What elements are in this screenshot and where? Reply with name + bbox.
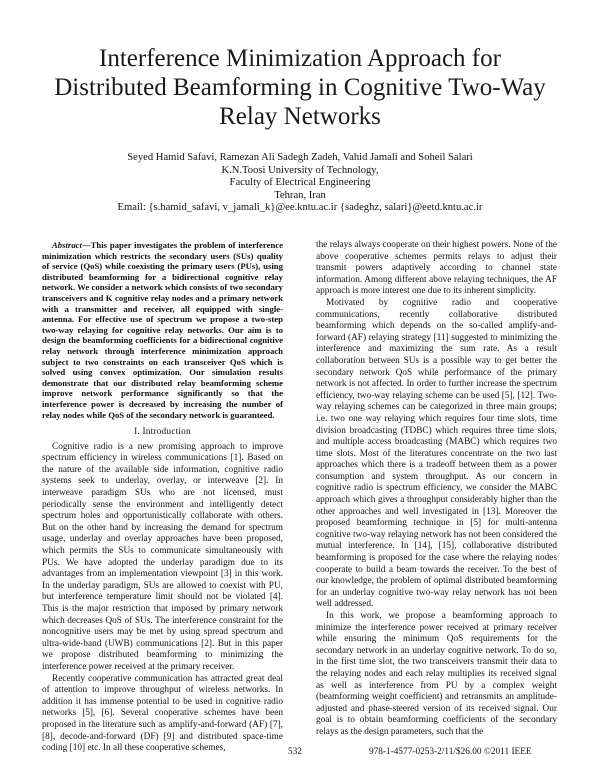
page-number: 532 <box>288 747 302 757</box>
abstract-lead: Abstract <box>52 240 82 250</box>
author-names: Seyed Hamid Safavi, Ramezan Ali Sadegh Zadeh, Vahid Jamali and Soheil Salari <box>127 152 473 163</box>
right-column <box>316 240 557 739</box>
left-column <box>42 240 283 755</box>
author-block <box>40 152 560 215</box>
paragraph: the relays always cooperate on their highest powers. None of the above cooperative schemes permits relays to adjust their transmit powers adaptively according to channel state information. Among different above relaying techniques, the AF approach is more interest one due to its inherent simplicity. <box>316 240 557 297</box>
section-heading-introduction: I. Introduction <box>134 427 191 438</box>
paragraph: Recently cooperative communication has attracted great deal of attention to improve throughput of wireless networks. In addition it has immense potential to be used in cognitive radio networks [5], [6]. Several cooperative schemes have been proposed in the literature such as amplify-and-forward (AF) [7], [8], decode-and-forward (DF) [9] and distributed space-time coding [10] etc. In all these cooperative schemes, <box>42 673 283 754</box>
affiliation-location: Tehran, Iran <box>274 189 326 201</box>
paragraph: Cognitive radio is a new promising approach to improve spectrum efficiency in wireless communications [1]. Based on the nature of the available side information, cognitive radio systems seek to underlay, overlay, or interweave [2]. In interweave paradigm SUs who are not licensed, must periodically sense the environment and intelligently detect spectrum holes and opportunistically collaborate with others. But on the other hand by increasing the demand for spectrum usage, underlay and overlay approaches have been proposed, which permits the SUs to communicate simultaneously with PUs. We have adopted the underlay paradigm due to its advantages from an implementation viewpoint [3] in this work. In the underlay paradigm, SUs are allowed to coexist with PU, but interference temperature limit should not be violated [4]. This is the major restriction that imposed by primary network which decreases QoS of SUs. The interference constraint for the noncognitive users may be met by using spread spectrum and ultra-wide-band (UWB) communications [2]. But in this paper we propose distributed beamforming to minimizing the interference power received at the primary receiver. <box>42 441 283 672</box>
paragraph: In this work, we propose a beamforming approach to minimize the interference power received at primary receiver while ensuring the minimum QoS requirements for the secondary network in an underlay cognitive network. To do so, in the first time slot, the two transceivers transmit their data to the relaying nodes and each relay multiplies its received signal as well as interference from PU by a complex weight (beamforming weight coefficient) and retransmits an amplitude-adjusted and phase-steered version of its received signal. Our goal is to obtain beamforming coefficients of the secondary relays as the design parameters, such that the <box>316 611 557 737</box>
abstract-body: —This paper investigates the problem of interference minimization which restricts the secondary users (SUs) quality of service (QoS) while coexisting the primary users (PUs), using distributed beamforming for a bidirectional cognitive relay network. We consider a network which consists of two secondary transceivers and K cognitive relay nodes and a primary network with a transmitter and receiver, all equipped with single-antenna. For effective use of spectrum we propose a two-step two-way relaying for cognitive relay networks. Our aim is to design the beamforming coefficients for a bidirectional cognitive relay network through interference minimization approach subject to two constraints on each transceiver QoS which is solved using convex optimization. Our simulation results demonstrate that our distributed relay beamforming scheme improve network performance significantly so that the interference power is decreased by increasing the number of relay nodes while QoS of the secondary network is guaranteed. <box>42 240 283 420</box>
author-email: Email: {s.hamid_safavi, v_jamali_k}@ee.kntu.ac.ir {sadeghz, salari}@eetd.kntu.ac.ir <box>117 202 483 213</box>
affiliation-university: K.N.Toosi University of Technology, <box>221 164 379 176</box>
paper-title: Interference Minimization Approach for Distributed Beamforming in Cognitive Two-Way Relay Networks <box>54 45 546 130</box>
affiliation-faculty: Faculty of Electrical Engineering <box>229 177 371 188</box>
paragraph: Motivated by cognitive radio and cooperative communications, recently collaborative distributed beamforming which depends on the so-called amplify-and-forward (AF) relaying strategy [11] suggested to minimizing the interference and maximizing the sum rate. As a result collaboration between SUs is a possible way to get better the secondary network QoS while performance of the primary network is not affected. In order to further increase the spectrum efficiency, two-way relaying scheme can be used [5], [12]. Two-way relaying schemes can be categorized in three main groups; i.e. two one way relaying which requires four time slots, time division broadcasting (TDBC) which requires three time slots, and multiple access broadcasting (MABC) which requires two time slots. Most of the literatures concentrate on the two last approaches which there is a tradeoff between them as a power consumption and system throughput. As our concern in cognitive radio is spectrum efficiency, we consider the MABC approach which gives a throughput considerably higher than the other approaches and well investigated in [13]. Moreover the proposed beamforming technique in [5] for multi-antenna cognitive two-way relaying network has not been considered the mutual interference. In [14], [15], collaborative distributed beamforming is proposed for the case where the relaying nodes cooperate to build a beam towards the receiver. To the best of our knowledge, the problem of optimal distributed beamforming for an underlay cognitive two-way relay network has not been well addressed. <box>316 297 557 610</box>
abstract <box>42 240 283 420</box>
isbn-copyright: 978-1-4577-0253-2/11/$26.00 ©2011 IEEE <box>369 747 532 757</box>
